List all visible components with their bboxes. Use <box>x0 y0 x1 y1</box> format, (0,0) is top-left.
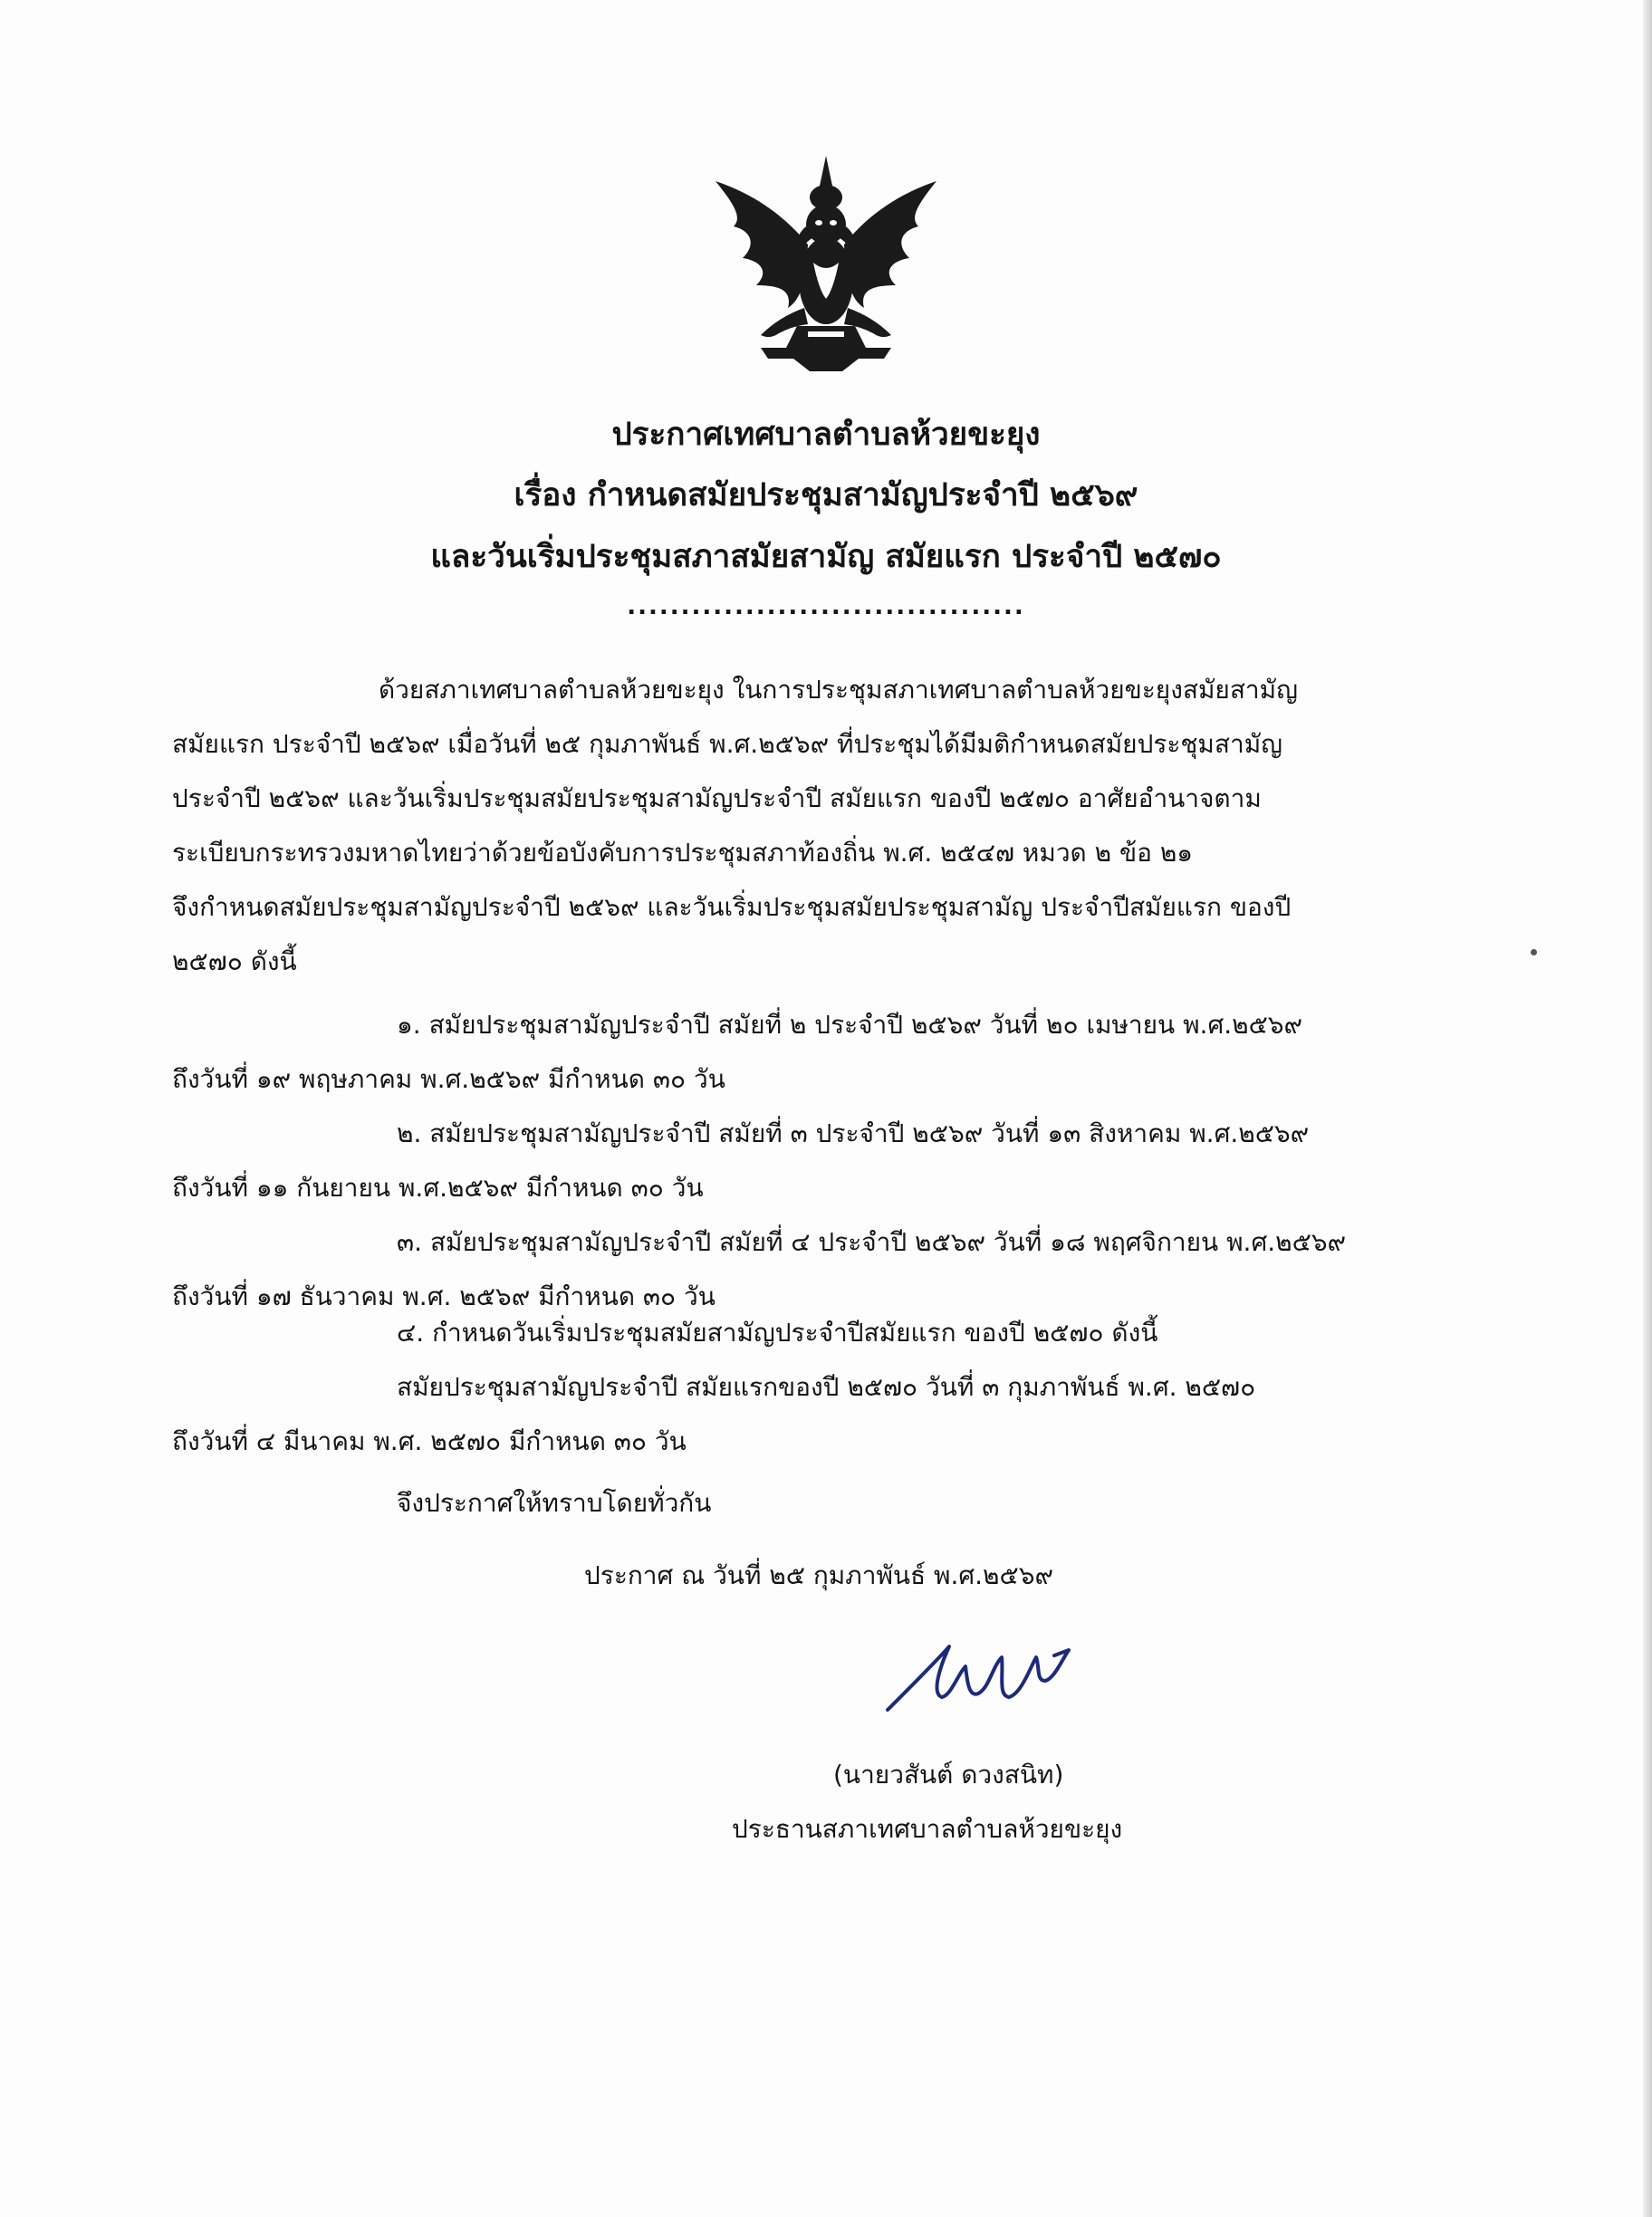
intro-line: จึงกำหนดสมัยประชุมสามัญประจำปี ๒๕๖๙ และวันเริ่มประชุมสมัยประชุมสามัญ ประจำปีสมัยแรก ของปี <box>172 892 1292 922</box>
document-subject: เรื่อง กำหนดสมัยประชุมสามัญประจำปี ๒๕๖๙ <box>514 477 1138 513</box>
intro-line: ประจำปี ๒๕๖๙ และวันเริ่มประชุมสมัยประชุมสามัญประจำปี สมัยแรก ของปี ๒๕๗๐ อาศัยอำนาจตาม <box>172 783 1262 813</box>
intro-line: ระเบียบกระทรวงมหาดไทยว่าด้วยข้อบังคับการประชุมสภาท้องถิ่น พ.ศ. ๒๕๔๗ หมวด ๒ ข้อ ๒๑ <box>172 838 1194 868</box>
intro-line: ด้วยสภาเทศบาลตำบลห้วยขะยุง ในการประชุมสภาเทศบาลตำบลห้วยขะยุงสมัยสามัญ <box>379 675 1298 705</box>
list-item-continued: ถึงวันที่ ๑๑ กันยายน พ.ศ.๒๕๖๙ มีกำหนด ๓๐ วัน <box>172 1173 704 1203</box>
list-item-continued: ถึงวันที่ ๑๙ พฤษภาคม พ.ศ.๒๕๖๙ มีกำหนด ๓๐ วัน <box>172 1064 725 1094</box>
list-item: ๓. สมัยประชุมสามัญประจำปี สมัยที่ ๔ ประจำปี ๒๕๖๙ วันที่ ๑๘ พฤศจิกายน พ.ศ.๒๕๖๙ <box>397 1227 1347 1257</box>
paper-edge <box>1643 0 1652 2217</box>
paper-speck <box>1531 949 1537 955</box>
intro-line: ๒๕๗๐ ดังนี้ <box>172 946 297 976</box>
document-title: ประกาศเทศบาลตำบลห้วยขะยุง <box>611 417 1041 453</box>
list-item-continued: ถึงวันที่ ๔ มีนาคม พ.ศ. ๒๕๗๐ มีกำหนด ๓๐ วัน <box>172 1426 687 1456</box>
list-item-continued: สมัยประชุมสามัญประจำปี สมัยแรกของปี ๒๕๗๐ วันที่ ๓ กุมภาพันธ์ พ.ศ. ๒๕๗๐ <box>397 1372 1256 1402</box>
intro-line: สมัยแรก ประจำปี ๒๕๖๙ เมื่อวันที่ ๒๕ กุมภาพันธ์ พ.ศ.๒๕๖๙ ที่ประชุมได้มีมติกำหนดสมัยประชุมสามัญ <box>172 729 1283 759</box>
title-separator: ..................................... <box>627 593 1025 620</box>
announcement-date: ประกาศ ณ วันที่ ๒๕ กุมภาพันธ์ พ.ศ.๒๕๖๙ <box>584 1560 1053 1590</box>
list-item: ๒. สมัยประชุมสามัญประจำปี สมัยที่ ๓ ประจำปี ๒๕๖๙ วันที่ ๑๓ สิงหาคม พ.ศ.๒๕๖๙ <box>397 1118 1310 1148</box>
signer-name: (นายวสันต์ ดวงสนิท) <box>833 1760 1064 1790</box>
closing-statement: จึงประกาศให้ทราบโดยทั่วกัน <box>397 1488 712 1518</box>
list-item: ๑. สมัยประชุมสามัญประจำปี สมัยที่ ๒ ประจำปี ๒๕๖๙ วันที่ ๒๐ เมษายน พ.ศ.๒๕๖๙ <box>397 1010 1303 1040</box>
garuda-emblem <box>706 154 946 371</box>
list-item: ๔. กำหนดวันเริ่มประชุมสมัยสามัญประจำปีสมัยแรก ของปี ๒๕๗๐ ดังนี้ <box>397 1318 1158 1348</box>
list-item-continued: ถึงวันที่ ๑๗ ธันวาคม พ.ศ. ๒๕๖๙ มีกำหนด ๓๐ วัน <box>172 1281 716 1311</box>
signer-position: ประธานสภาเทศบาลตำบลห้วยขะยุง <box>732 1814 1123 1844</box>
handwritten-signature <box>877 1630 1076 1721</box>
document-subject-continued: และวันเริ่มประชุมสภาสมัยสามัญ สมัยแรก ประจำปี ๒๕๗๐ <box>430 539 1222 575</box>
